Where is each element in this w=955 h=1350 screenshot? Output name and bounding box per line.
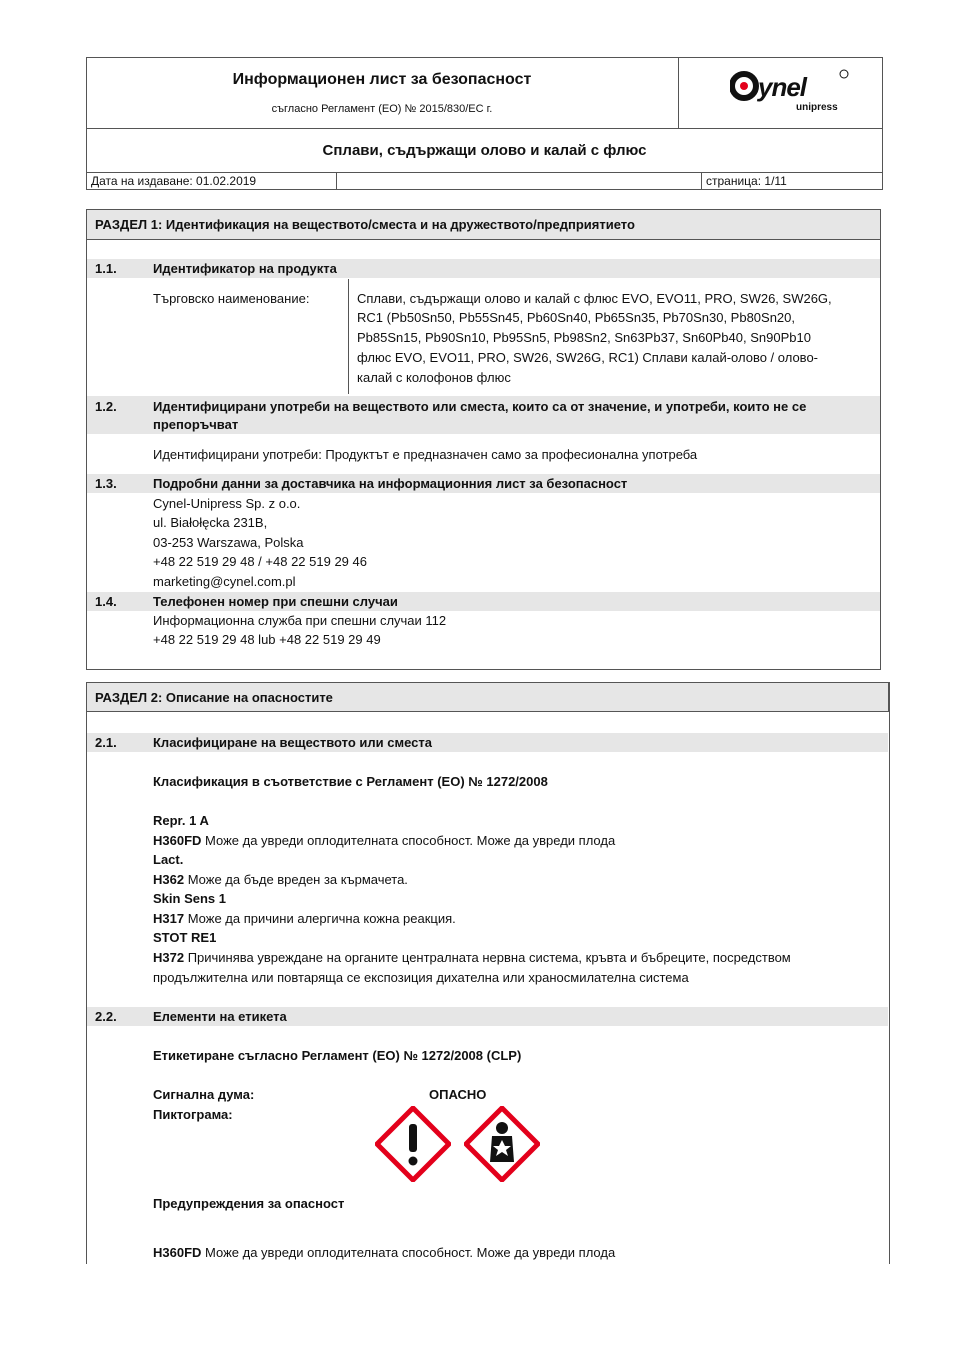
cynel-logo [730,66,850,116]
s2-2-num: 2.2. [95,1009,117,1024]
header-divider [678,57,679,128]
section2-right-border [889,682,890,1264]
s2-2-title: Елементи на етикета [153,1009,287,1024]
s1-2-text: Идентифицирани употреби: Продуктът е предназначен само за професионална употреба [153,447,698,462]
classification-subtitle: Класификация в съответствие с Регламент (ЕО) № 1272/2008 [153,774,548,789]
section1-title: РАЗДЕЛ 1: Идентификация на веществото/сместа и на дружеството/предприятието [95,217,635,232]
hazard-statement: H372 Причинява увреждане на органите централната нервна система, кръвта и бъбреците, посредством [153,950,791,965]
s1-2-num: 1.2. [95,399,117,414]
labelling-subtitle: Етикетиране съгласно Регламент (ЕО) № 1272/2008 (CLP) [153,1048,522,1063]
logo-subtext: unipress [796,102,838,113]
issue-date: Дата на издаване: 01.02.2019 [91,174,257,188]
hazard-class: Repr. 1 A [153,813,209,828]
supplier-line: ul. Białołęcka 231B, [153,515,268,530]
s1-1-title: Идентификатор на продукта [153,261,337,276]
supplier-line: +48 22 519 29 48 / +48 22 519 29 46 [153,554,367,569]
hazard-statement: H362 Може да бъде вреден за кърмачета. [153,872,408,887]
s1-4-num: 1.4. [95,594,117,609]
trade-line: калай с колофонов флюс [357,370,511,385]
ghs07-exclamation-icon [375,1106,451,1182]
supplier-line: Cynel-Unipress Sp. z o.o. [153,496,301,511]
hazard-class: Skin Sens 1 [153,891,226,906]
trade-line: RC1 (Pb50Sn50, Pb55Sn45, Pb60Sn40, Pb65Sn35, Pb70Sn30, Pb80Sn20, [357,310,796,325]
product-title: Сплави, съдържащи олово и калай с флюс [322,142,647,159]
ghs08-health-hazard-icon [464,1106,540,1182]
s2-1-title: Класифициране на веществото или сместа [153,735,432,750]
header-hline [86,128,883,129]
page-divider [701,172,702,190]
hazard-class: Lact. [153,852,184,867]
doc-regulation: съгласно Регламент (ЕО) № 2015/830/ЕС г. [271,103,493,115]
signal-word-value: ОПАСНО [429,1087,487,1102]
trade-name-label: Търговско наименование: [153,291,310,306]
s1-3-num: 1.3. [95,476,117,491]
section2-left-border [86,682,87,1264]
page-number: страница: 1/11 [706,174,787,188]
trade-line: Pb85Sn15, Pb90Sn10, Pb95Sn5, Pb98Sn2, Sn63Pb37, Sn60Pb40, Sn90Pb10 [357,330,811,345]
signal-word-label: Сигнална дума: [153,1087,255,1102]
hazard-statement-cont: продължителна или повтаряща се експозиция дихателна или храносмилателна система [153,970,689,985]
emergency-line: Информационна служба при спешни случаи 112 [153,613,447,628]
section2-title: РАЗДЕЛ 2: Описание на опасностите [95,690,333,705]
s1-1-num: 1.1. [95,261,117,276]
supplier-line: 03-253 Warszawa, Polska [153,535,304,550]
hazard-statement: H360FD Може да увреди оплодителната способност. Може да увреди плода [153,1245,616,1260]
trade-line: флюс EVO, EVO11, PRO, SW26, SW26G, RC1) Сплави калай-олово / олово- [357,350,818,365]
pictogram-label: Пиктограма: [153,1107,233,1122]
emergency-line: +48 22 519 29 48 lub +48 22 519 29 49 [153,632,381,647]
s1-3-title: Подробни данни за доставчика на информационния лист за безопасност [153,476,628,491]
hazard-statement: H317 Може да причини алергична кожна реакция. [153,911,456,926]
trade-line: Сплави, съдържащи олово и калай с флюс EVO, EVO11, PRO, SW26, SW26G, [357,291,832,306]
supplier-email[interactable]: marketing@cynel.com.pl [153,574,296,589]
date-divider [336,172,337,190]
trade-divider [348,279,349,394]
hazard-statement: H360FD Може да увреди оплодителната способност. Може да увреди плода [153,833,616,848]
s1-4-title: Телефонен номер при спешни случаи [153,594,398,609]
s1-2-title: Идентифицирани употреби на веществото или сместа, които са от значение, и употреби, които не се [153,399,807,414]
doc-title: Информационен лист за безопасност [232,71,532,88]
logo-text: ynel [758,72,807,102]
s2-1-num: 2.1. [95,735,117,750]
s1-2-title: препоръчват [153,417,239,432]
hazard-statements-title: Предупреждения за опасност [153,1196,345,1211]
hazard-class: STOT RE1 [153,930,217,945]
